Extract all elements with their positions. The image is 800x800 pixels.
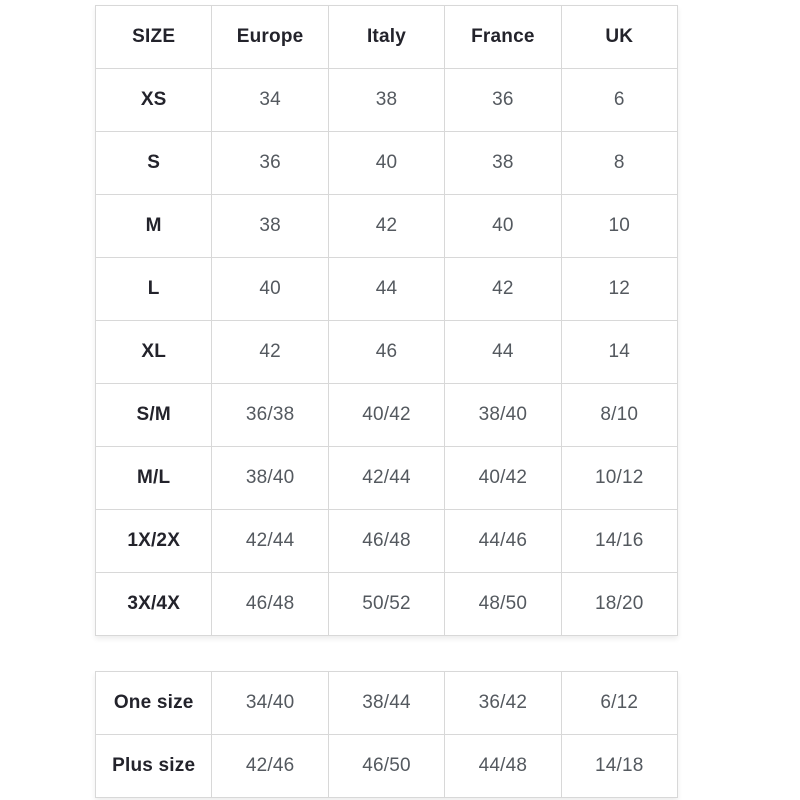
size-value-cell: 38 [212,195,328,258]
size-value-cell: 14 [561,321,677,384]
size-value-cell: 12 [561,258,677,321]
row-size-label: M [96,195,212,258]
size-value-cell: 38/44 [328,672,444,735]
size-value-cell: 36/42 [445,672,561,735]
row-size-label: XS [96,69,212,132]
size-value-cell: 40/42 [328,384,444,447]
size-value-cell: 36 [445,69,561,132]
size-value-cell: 6 [561,69,677,132]
column-header: SIZE [96,6,212,69]
size-value-cell: 40 [328,132,444,195]
size-value-cell: 34 [212,69,328,132]
size-value-cell: 42 [212,321,328,384]
header-row [96,6,678,69]
size-value-cell: 14/16 [561,510,677,573]
size-value-cell: 46/48 [328,510,444,573]
size-value-cell: 38 [328,69,444,132]
size-value-cell: 44 [445,321,561,384]
size-value-cell: 36 [212,132,328,195]
column-header: Italy [328,6,444,69]
column-header: France [445,6,561,69]
row-size-label: One size [96,672,212,735]
table-row [96,510,678,573]
table-row [96,195,678,258]
size-table-body [96,69,678,636]
size-value-cell: 14/18 [561,735,677,798]
table-row [96,573,678,636]
size-value-cell: 18/20 [561,573,677,636]
size-value-cell: 40 [212,258,328,321]
row-size-label: 1X/2X [96,510,212,573]
size-value-cell: 40/42 [445,447,561,510]
table-row [96,672,678,735]
size-value-cell: 42/44 [328,447,444,510]
size-value-cell: 36/38 [212,384,328,447]
size-value-cell: 38/40 [212,447,328,510]
size-value-cell: 10/12 [561,447,677,510]
size-value-cell: 44 [328,258,444,321]
column-header: Europe [212,6,328,69]
table-row [96,735,678,798]
size-conversion-table [95,5,678,636]
size-value-cell: 44/46 [445,510,561,573]
table-row [96,447,678,510]
size-value-cell: 48/50 [445,573,561,636]
size-value-cell: 46/50 [328,735,444,798]
size-value-cell: 50/52 [328,573,444,636]
size-value-cell: 34/40 [212,672,328,735]
size-value-cell: 44/48 [445,735,561,798]
size-value-cell: 38/40 [445,384,561,447]
row-size-label: L [96,258,212,321]
size-value-cell: 38 [445,132,561,195]
size-value-cell: 46 [328,321,444,384]
size-value-cell: 10 [561,195,677,258]
size-value-cell: 42/46 [212,735,328,798]
size-value-cell: 42 [328,195,444,258]
table-row [96,321,678,384]
special-sizes-table-body [96,672,678,798]
table-gap [95,636,800,671]
size-table-head [96,6,678,69]
size-value-cell: 6/12 [561,672,677,735]
row-size-label: S [96,132,212,195]
table-row [96,132,678,195]
special-sizes-table [95,671,678,798]
size-value-cell: 8/10 [561,384,677,447]
size-value-cell: 46/48 [212,573,328,636]
row-size-label: M/L [96,447,212,510]
row-size-label: Plus size [96,735,212,798]
table-row [96,384,678,447]
row-size-label: S/M [96,384,212,447]
size-value-cell: 40 [445,195,561,258]
size-value-cell: 8 [561,132,677,195]
row-size-label: XL [96,321,212,384]
row-size-label: 3X/4X [96,573,212,636]
table-row [96,258,678,321]
size-value-cell: 42/44 [212,510,328,573]
size-value-cell: 42 [445,258,561,321]
table-row [96,69,678,132]
column-header: UK [561,6,677,69]
